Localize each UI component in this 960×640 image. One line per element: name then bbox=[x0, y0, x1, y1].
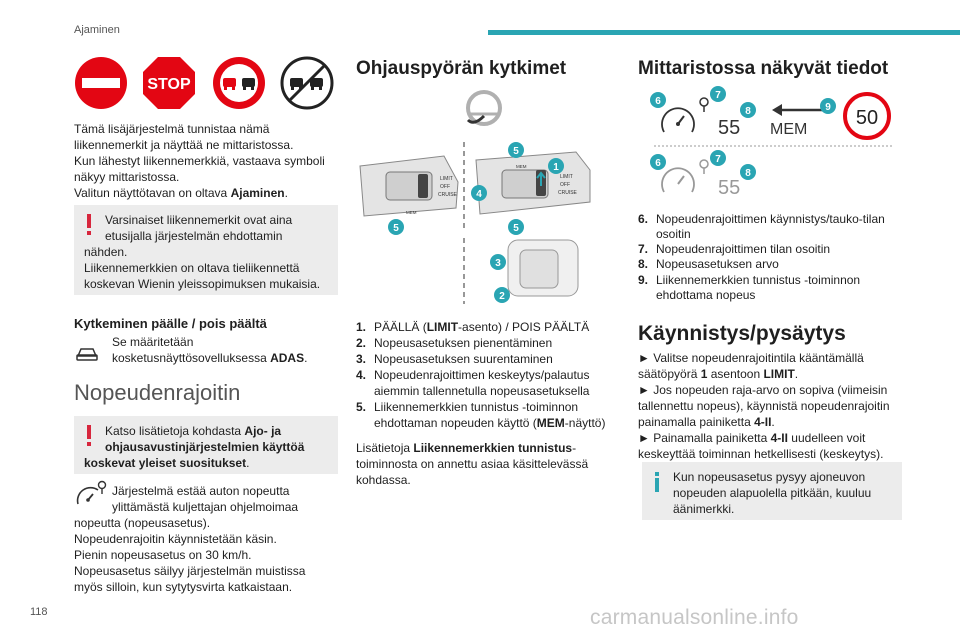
more-line: toiminnosta on annettu asiaa käsittelevässä bbox=[356, 457, 589, 471]
item-text: aiemmin tallennetulla nopeusasetuksella bbox=[374, 384, 590, 398]
warn2-bold: Ajo- ja bbox=[244, 424, 282, 438]
step-span: ► Painamalla painiketta bbox=[638, 431, 771, 445]
switch-label: LIMIT bbox=[440, 176, 453, 182]
item-bold: MEM bbox=[536, 416, 565, 430]
item-text: PÄÄLLÄ ( bbox=[374, 320, 427, 334]
item-number: 1. bbox=[356, 320, 367, 334]
warning-line: etusijalla järjestelmän ehdottamin bbox=[105, 229, 283, 243]
item-text: ehdottaman nopeuden käyttö ( bbox=[374, 416, 537, 430]
kytkeminen-text bbox=[112, 334, 342, 366]
warning-box-2 bbox=[74, 416, 338, 474]
step-span: uudelleen voit bbox=[787, 431, 866, 445]
item-bold: LIMIT bbox=[426, 320, 459, 334]
step-line: säätöpyörä 1 asentoon LIMIT. bbox=[638, 367, 799, 381]
heading-kytkeminen: Kytkeminen päälle / pois päältä bbox=[74, 316, 267, 331]
callout-5: 5 bbox=[513, 223, 519, 234]
heading-kaynnistys: Käynnistys/pysäytys bbox=[638, 322, 846, 345]
item-text: ehdottama nopeus bbox=[656, 288, 756, 302]
stop-sign-text: STOP bbox=[147, 76, 191, 93]
kyt-span: kosketusnäyttösovelluksessa bbox=[112, 351, 271, 365]
item-number: 9. bbox=[638, 273, 649, 287]
no-entry-sign-icon bbox=[74, 56, 128, 110]
limiter-line: Nopeusasetus säilyy järjestelmän muistissa bbox=[74, 564, 306, 578]
callout-2: 2 bbox=[499, 291, 505, 302]
item-number: 7. bbox=[638, 242, 649, 256]
no-overtaking-sign-icon bbox=[212, 56, 266, 110]
callout-5: 5 bbox=[393, 223, 399, 234]
warning-line: Varsinaiset liikennemerkit ovat aina bbox=[105, 213, 293, 227]
step-line: keskeyttää toiminnan hetkellisesti (keskeytys). bbox=[638, 447, 884, 461]
step-line bbox=[638, 430, 904, 446]
step-line: tallennettu nopeus), käynnistä nopeudenrajoitin bbox=[638, 399, 890, 413]
info-icon bbox=[654, 472, 660, 494]
limiter-line: Pienin nopeusasetus on 30 km/h. bbox=[74, 548, 252, 562]
info-line: nopeuden alapuolella pitkään, kuuluu bbox=[673, 486, 872, 500]
intro-bold: Ajaminen bbox=[230, 186, 285, 200]
item-text: osoitin bbox=[656, 227, 691, 241]
step-line: ► Valitse nopeudenrajoitintila kääntämällä bbox=[638, 351, 864, 365]
item-number: 5. bbox=[356, 400, 367, 414]
step-span: . bbox=[771, 415, 775, 429]
callout-4: 4 bbox=[476, 189, 482, 200]
item-text: Nopeusasetuksen arvo bbox=[656, 257, 779, 271]
item-text: -näyttö) bbox=[564, 416, 606, 430]
step-bold: 4-II bbox=[770, 431, 788, 445]
step-bold: LIMIT bbox=[763, 367, 795, 381]
warning-icon bbox=[86, 425, 92, 447]
intro-end: . bbox=[284, 186, 288, 200]
traffic-sign-row bbox=[74, 56, 336, 110]
step-line bbox=[638, 414, 904, 430]
item-number: 6. bbox=[638, 212, 649, 226]
callout-3: 3 bbox=[495, 258, 501, 269]
warning-line: koskevan Wienin yleissopimuksen mukaisia. bbox=[84, 277, 321, 291]
callout-6: 6 bbox=[655, 96, 661, 107]
callout-7: 7 bbox=[715, 154, 721, 165]
switch-label: OFF bbox=[560, 182, 570, 188]
kyt-bold: ADAS bbox=[270, 351, 305, 365]
intro-text-span: Valitun näyttötavan on oltava bbox=[74, 186, 231, 200]
info-line: äänimerkki. bbox=[673, 502, 735, 516]
more-bold: Liikennemerkkien tunnistus bbox=[413, 441, 573, 455]
switch-label: MEM bbox=[406, 210, 417, 215]
callout-6: 6 bbox=[655, 158, 661, 169]
step-span: painamalla painiketta bbox=[638, 415, 755, 429]
heading-mittaristo: Mittaristossa näkyvät tiedot bbox=[638, 58, 889, 79]
more-line bbox=[356, 440, 608, 456]
item-text: Liikennemerkkien tunnistus -toiminnon bbox=[656, 273, 861, 287]
item-text: -asento) / POIS PÄÄLTÄ bbox=[458, 320, 590, 334]
callout-7: 7 bbox=[715, 90, 721, 101]
display-sign-speed: 50 bbox=[855, 107, 879, 129]
intro-line: näkyy mittaristossa. bbox=[74, 170, 180, 184]
info-line: Kun nopeusasetus pysyy ajoneuvon bbox=[673, 470, 866, 484]
switch-label: MEM bbox=[516, 164, 527, 169]
header-accent-bar bbox=[488, 30, 960, 35]
limiter-line: nopeutta (nopeusasetus). bbox=[74, 516, 211, 530]
limiter-line: myös silloin, kun sytytysvirta katkaistaan. bbox=[74, 580, 293, 594]
kyt-line: Se määritetään bbox=[112, 335, 194, 349]
callout-1: 1 bbox=[553, 162, 559, 173]
warning-line: Liikennemerkkien on oltava tieliikennettä bbox=[84, 261, 300, 275]
warning-box bbox=[74, 205, 338, 295]
steering-switch-illustration bbox=[356, 90, 604, 306]
instrument-display-illustration bbox=[644, 86, 900, 204]
limiter-line: Nopeudenrajoitin käynnistetään käsin. bbox=[74, 532, 277, 546]
intro-line: liikennemerkit ja näyttää ne mittaristossa. bbox=[74, 138, 294, 152]
display-speed-dimmed: 55 bbox=[718, 177, 741, 199]
warn2-line bbox=[84, 455, 328, 471]
callout-8: 8 bbox=[745, 106, 751, 117]
more-line: kohdassa. bbox=[356, 473, 411, 487]
item-number: 8. bbox=[638, 257, 649, 271]
item-number: 4. bbox=[356, 368, 367, 382]
warn2-end: . bbox=[246, 456, 250, 470]
item-text: Nopeusasetuksen suurentaminen bbox=[374, 352, 553, 366]
end-no-overtaking-sign-icon bbox=[280, 56, 334, 110]
callout-9: 9 bbox=[825, 102, 831, 113]
warn2-line bbox=[84, 439, 328, 455]
item-text: Nopeusasetuksen pienentäminen bbox=[374, 336, 553, 350]
intro-line: Kun lähestyt liikennemerkkiä, vastaava symboli bbox=[74, 154, 325, 168]
step-bold: 4-II bbox=[754, 415, 772, 429]
display-mem: MEM bbox=[770, 121, 808, 138]
warn2-bold: koskevat yleiset suositukset bbox=[84, 456, 247, 470]
warn2-bold: ohjausavustinjärjestelmien käyttöä bbox=[105, 440, 305, 454]
switch-label: LIMIT bbox=[560, 174, 573, 180]
stop-sign-icon bbox=[142, 56, 196, 110]
car-adas-icon bbox=[74, 340, 100, 366]
item-text: Nopeudenrajoittimen tilan osoitin bbox=[656, 242, 831, 256]
intro-line: Tämä lisäjärjestelmä tunnistaa nämä bbox=[74, 122, 270, 136]
heading-nopeudenrajoitin: Nopeudenrajoitin bbox=[74, 380, 241, 405]
item-text: Nopeudenrajoittimen käynnistys/tauko-tilan bbox=[656, 212, 885, 226]
kyt-end: . bbox=[304, 351, 308, 365]
callout-8: 8 bbox=[745, 168, 751, 179]
intro-line bbox=[74, 185, 340, 201]
item-text: Nopeudenrajoittimen keskeytys/palautus bbox=[374, 368, 590, 382]
limiter-line: Järjestelmä estää auton nopeutta bbox=[112, 484, 290, 498]
warn2-line bbox=[84, 423, 328, 439]
step-span: asentoon bbox=[707, 367, 764, 381]
intro-text bbox=[74, 121, 340, 201]
step-bold: 1 bbox=[700, 367, 708, 381]
more-span: Lisätietoja bbox=[356, 441, 414, 455]
item-number: 2. bbox=[356, 336, 367, 350]
page-number: 118 bbox=[30, 606, 48, 618]
warning-icon bbox=[86, 214, 92, 236]
item-text: Liikennemerkkien tunnistus -toiminnon bbox=[374, 400, 579, 414]
more-span: - bbox=[572, 441, 577, 455]
section-label: Ajaminen bbox=[74, 24, 120, 36]
step-span: säätöpyörä bbox=[638, 367, 701, 381]
more-info-text bbox=[356, 440, 608, 488]
kyt-line bbox=[112, 350, 342, 366]
switch-label: CRUISE bbox=[558, 190, 577, 196]
info-box bbox=[642, 462, 902, 520]
steps-text bbox=[638, 350, 904, 462]
watermark: carmanualsonline.info bbox=[590, 606, 799, 629]
warning-line: nähden. bbox=[84, 245, 128, 259]
limiter-line: ylittämästä kuljettajan ohjelmoimaa bbox=[112, 500, 299, 514]
item-number: 3. bbox=[356, 352, 367, 366]
limiter-text bbox=[74, 483, 340, 595]
warn2-span: Katso lisätietoja kohdasta bbox=[105, 424, 245, 438]
heading-ohjauspyoran-kytkimet: Ohjauspyörän kytkimet bbox=[356, 58, 567, 79]
step-line: ► Jos nopeuden raja-arvo on sopiva (viimeisin bbox=[638, 383, 888, 397]
callout-5: 5 bbox=[513, 146, 519, 157]
display-speed: 55 bbox=[718, 117, 741, 139]
switch-label: OFF bbox=[440, 184, 450, 190]
switch-label: CRUISE bbox=[438, 192, 457, 198]
